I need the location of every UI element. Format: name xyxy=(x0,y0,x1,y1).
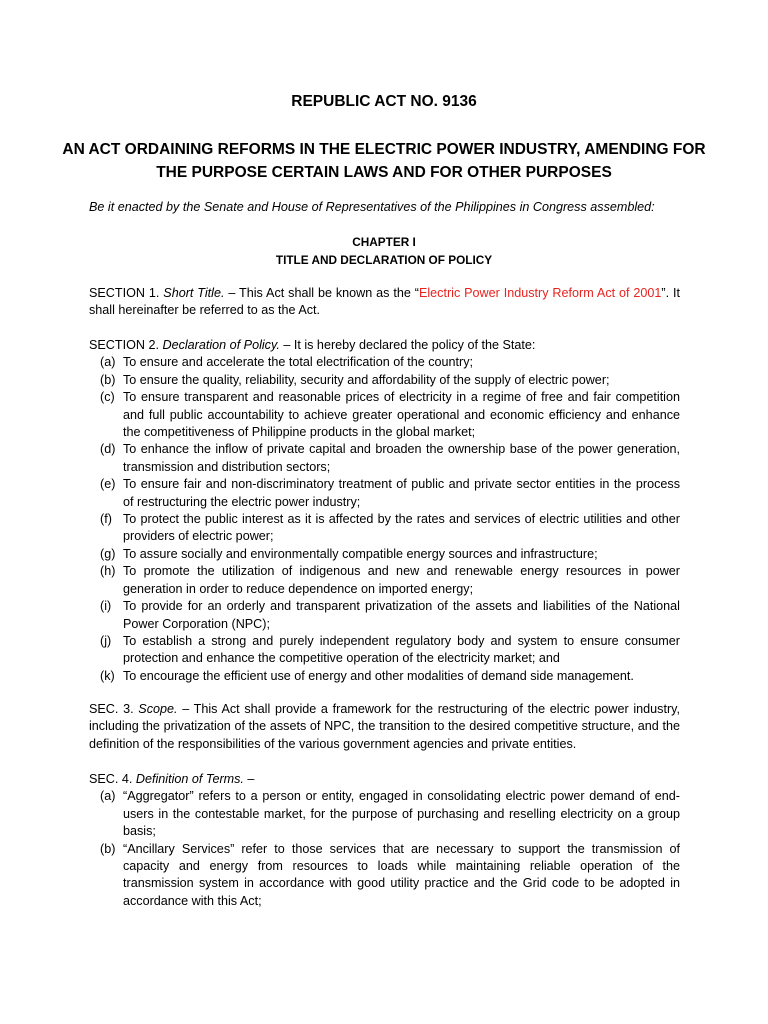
list-item xyxy=(89,354,680,371)
item-marker: (b) xyxy=(100,372,116,387)
section-4-intro-text: – xyxy=(243,772,255,786)
policy-list xyxy=(89,354,680,685)
section-2-heading: Declaration of Policy. xyxy=(162,338,280,352)
list-item xyxy=(89,372,680,389)
act-title: AN ACT ORDAINING REFORMS IN THE ELECTRIC POWER INDUSTRY, AMENDING FOR THE PURPOSE CERTAIN LAWS AND FOR OTHER PURPOSES xyxy=(62,141,706,181)
item-text: To establish a strong and purely independent regulatory body and system to ensure consumer protection and enhance the competitive operation of the electricity market; and xyxy=(123,633,680,666)
list-item xyxy=(89,633,680,668)
list-item xyxy=(89,389,680,441)
section-3-text: – This Act shall provide a framework for the restructuring of the electric power industry, including the privatization of the assets of NPC, the transition to the desired competitive structure, and the definition of the responsibilities of the various government agencies and private entities. xyxy=(89,702,680,751)
item-text: To provide for an orderly and transparent privatization of the assets and liabilities of the National Power Corporation (NPC); xyxy=(123,599,680,631)
list-item xyxy=(89,511,680,546)
item-marker: (c) xyxy=(100,390,115,405)
section-3-label: SEC. 3. xyxy=(89,702,134,716)
section-1-text-before: – This Act shall be known as the “ xyxy=(224,286,419,300)
item-text: “Ancillary Services” refer to those services that are necessary to support the transmission of capacity and energy from resources to loads while maintaining reliable operation of the transmission system in accordance with good utility practice and the Grid code to be adopted in accordance with this Act; xyxy=(123,841,680,908)
item-marker: (d) xyxy=(100,442,116,457)
item-text: To protect the public interest as it is affected by the rates and services of electric utilities and other providers of electric power; xyxy=(123,512,680,544)
section-3 xyxy=(89,701,680,753)
item-text: To ensure and accelerate the total electrification of the country; xyxy=(123,355,474,370)
item-text: To encourage the efficient use of energy and other modalities of demand side management. xyxy=(123,668,634,683)
item-marker: (i) xyxy=(100,599,112,614)
chapter-number: CHAPTER I xyxy=(352,235,416,249)
section-4 xyxy=(89,771,680,910)
section-2 xyxy=(89,337,680,685)
item-marker: (g) xyxy=(100,546,116,561)
item-marker: (h) xyxy=(100,564,116,579)
section-4-label: SEC. 4. xyxy=(89,772,133,786)
item-marker: (j) xyxy=(100,633,112,648)
section-1-text-after: ”. It shall hereinafter be referred to as the Act. xyxy=(89,286,681,318)
list-item xyxy=(89,841,680,911)
item-marker: (f) xyxy=(100,512,112,527)
section-2-intro-text: – It is hereby declared the policy of the State: xyxy=(279,338,536,352)
section-1-heading: Short Title. xyxy=(163,286,225,300)
item-marker: (b) xyxy=(100,841,116,856)
item-text: “Aggregator” refers to a person or entity, engaged in consolidating electric power demand of end-users in the contestable market, for the purpose of purchasing and reselling electricity on a group basis; xyxy=(123,789,680,839)
item-marker: (e) xyxy=(100,477,116,492)
section-3-heading: Scope. xyxy=(138,702,178,716)
section-4-heading: Definition of Terms. xyxy=(135,772,244,786)
item-marker: (a) xyxy=(100,355,116,370)
list-item xyxy=(89,598,680,633)
list-item xyxy=(89,546,680,563)
item-text: To assure socially and environmentally compatible energy sources and infrastructure; xyxy=(123,546,598,561)
item-text: To ensure fair and non-discriminatory treatment of public and private sector entities in the process of restructuring the electric power industry; xyxy=(123,477,680,509)
section-1 xyxy=(89,285,680,320)
enacting-clause: Be it enacted by the Senate and House of Representatives of the Philippines in Congress assembled: xyxy=(89,200,655,214)
list-item xyxy=(89,668,680,685)
item-marker: (a) xyxy=(100,789,116,804)
list-item xyxy=(89,563,680,598)
chapter-heading xyxy=(0,233,768,269)
chapter-title: TITLE AND DECLARATION OF POLICY xyxy=(275,253,493,267)
item-marker: (k) xyxy=(100,668,115,683)
list-item xyxy=(89,476,680,511)
item-text: To enhance the inflow of private capital and broaden the ownership base of the power generation, transmission and distribution sectors; xyxy=(123,442,680,474)
definitions-list xyxy=(89,788,680,910)
list-item xyxy=(89,788,680,840)
item-text: To promote the utilization of indigenous and new and renewable energy resources in power generation in order to reduce dependence on imported energy; xyxy=(123,564,680,596)
short-title-highlight: Electric Power Industry Reform Act of 2001 xyxy=(418,286,662,300)
section-4-intro xyxy=(89,771,680,788)
list-item xyxy=(89,441,680,476)
section-2-intro xyxy=(89,337,680,354)
item-text: To ensure transparent and reasonable prices of electricity in a regime of free and fair competition and full public accountability to achieve greater operational and economic efficiency and enhance the competitiveness of Philippine products in the global market; xyxy=(123,390,680,440)
item-text: To ensure the quality, reliability, security and affordability of the supply of electric power; xyxy=(123,372,610,387)
section-2-label: SECTION 2. xyxy=(89,338,159,352)
section-1-label: SECTION 1. xyxy=(89,286,160,300)
act-number: REPUBLIC ACT NO. 9136 xyxy=(291,93,477,110)
